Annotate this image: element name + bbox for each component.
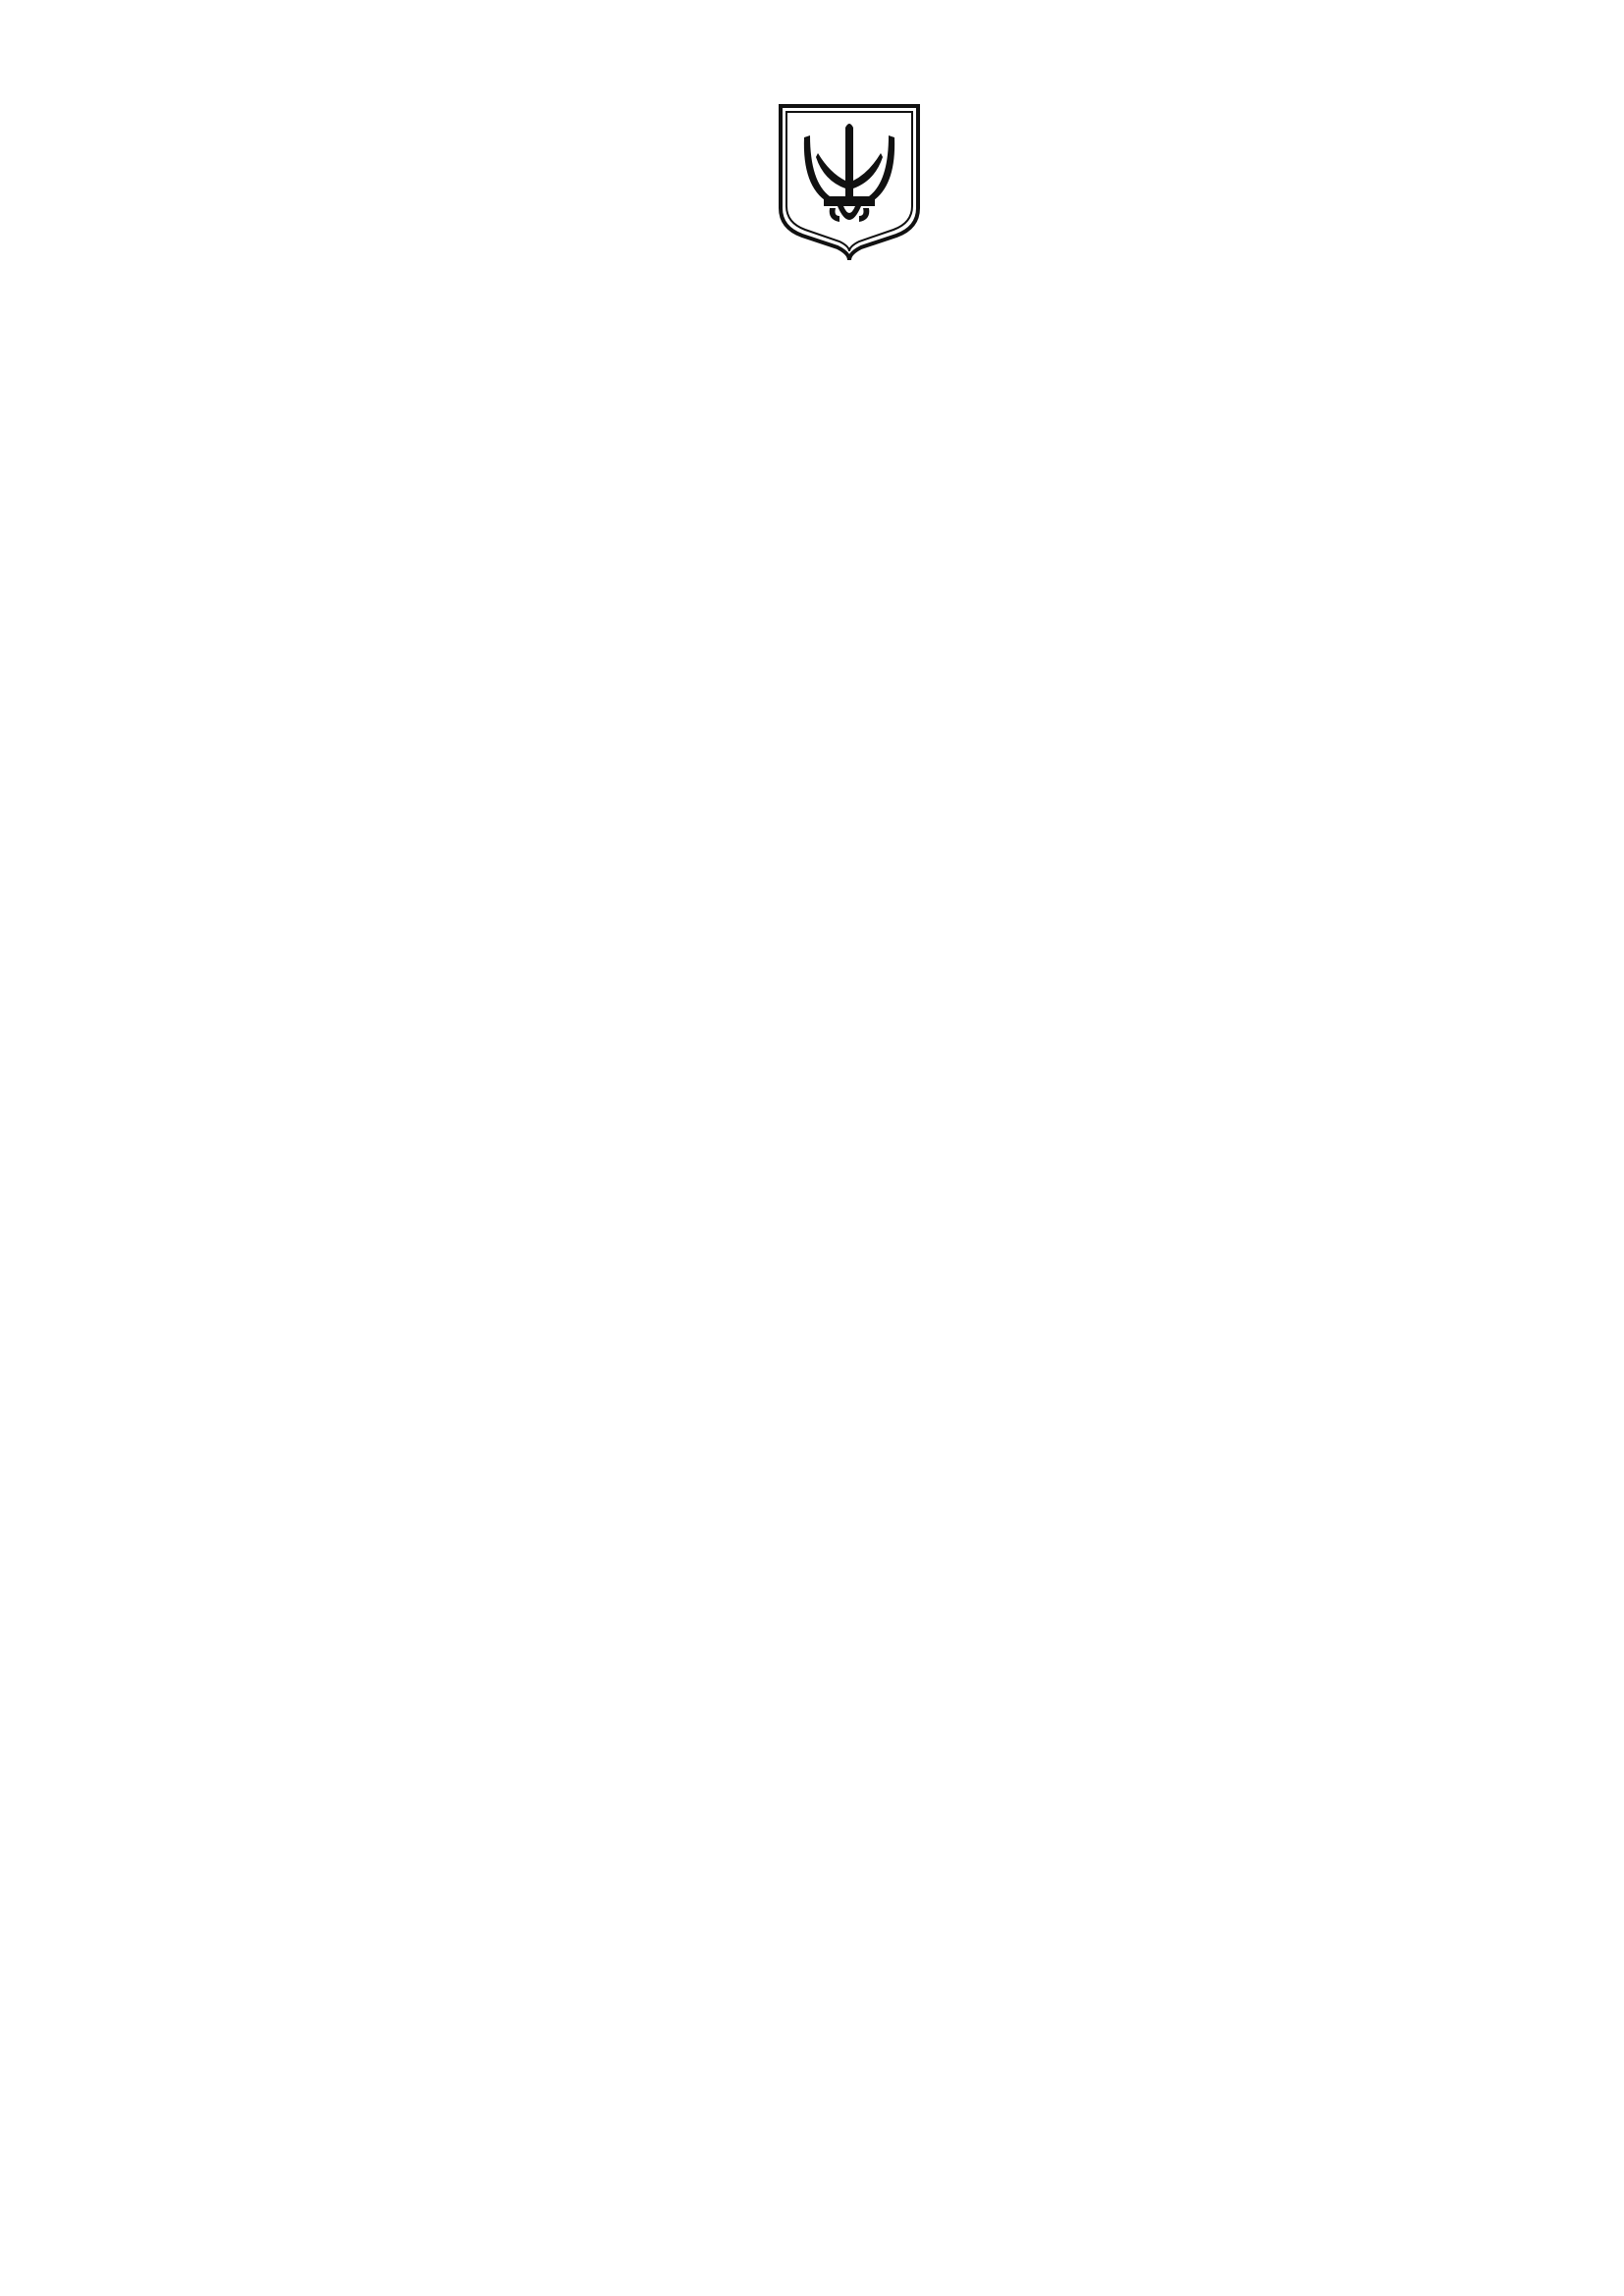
decision-items-list (282, 1470, 1515, 1516)
trident-coat-of-arms-icon (771, 98, 928, 260)
